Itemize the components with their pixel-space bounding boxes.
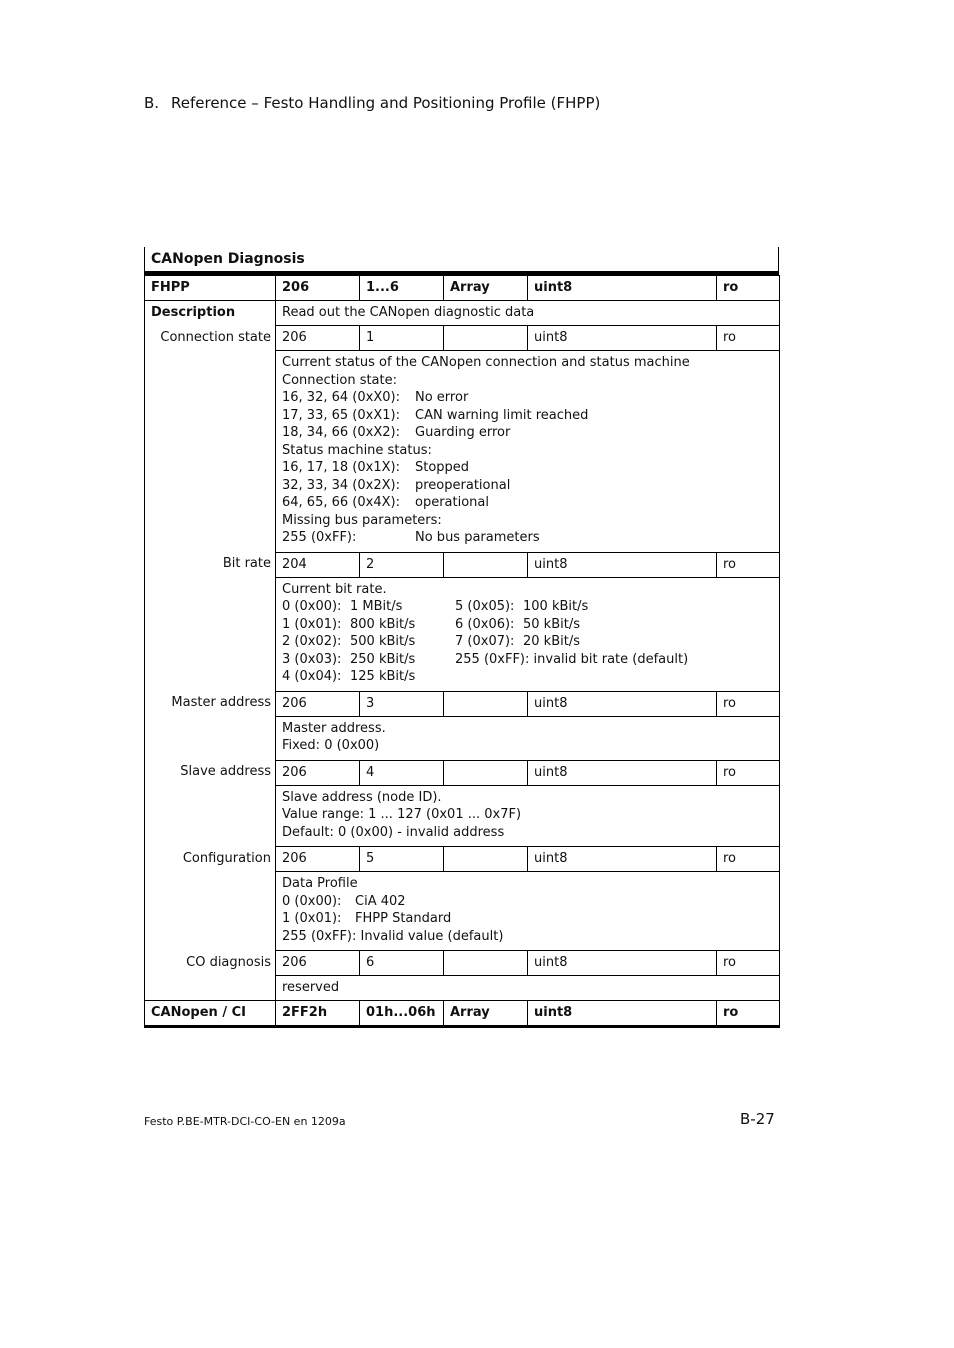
configuration-class <box>444 847 528 872</box>
co-diagnosis-access: ro <box>717 951 780 976</box>
master-address-access: ro <box>717 691 780 716</box>
table-title: CANopen Diagnosis <box>144 247 779 275</box>
connection-state-description: Current status of the CANopen connection and status machine Connection state: 16, 32, 64 (0xX0): No error 17, 33, 65 (0xX1): CAN warning limit reached 18, 34, 66 (0xX2): Guarding error Status machine status: 16, 17, 18 (0x1X): Stopped 32, 33, 34 (0x2X): preoperational 64, 65, 66 (0x4X): operational Missing bus parameters: 255 (0xFF): No bus parameters <box>276 351 780 553</box>
bit-rate-row <box>145 552 780 577</box>
slave-address-subindex: 4 <box>360 760 444 785</box>
bit-rate-type: uint8 <box>528 552 717 577</box>
fhpp-access: ro <box>717 276 780 301</box>
connection-state-label: Connection state <box>145 326 276 351</box>
slave-address-desc-row <box>145 785 780 847</box>
configuration-type: uint8 <box>528 847 717 872</box>
co-diagnosis-desc-row <box>145 976 780 1001</box>
configuration-subindex: 5 <box>360 847 444 872</box>
slave-address-row <box>145 760 780 785</box>
canopen-ci-class: Array <box>444 1001 528 1027</box>
footer-page-number: B-27 <box>740 1110 775 1128</box>
connection-state-type: uint8 <box>528 326 717 351</box>
bit-rate-pnu: 204 <box>276 552 360 577</box>
master-address-row <box>145 691 780 716</box>
connection-state-row <box>145 326 780 351</box>
page-header <box>144 94 600 112</box>
description-text: Read out the CANopen diagnostic data <box>276 301 780 326</box>
configuration-access: ro <box>717 847 780 872</box>
fhpp-type: uint8 <box>528 276 717 301</box>
canopen-ci-subindex: 01h...06h <box>360 1001 444 1027</box>
canopen-ci-label: CANopen / CI <box>145 1001 276 1027</box>
fhpp-class: Array <box>444 276 528 301</box>
slave-address-class <box>444 760 528 785</box>
connection-state-pnu: 206 <box>276 326 360 351</box>
bit-rate-description: Current bit rate. 0 (0x00): 1 MBit/s 1 (0x01): 800 kBit/s 2 (0x02): 500 kBit/s 3 (0x03): 250 kBit/s 4 (0x04): 125 kBit/s 5 (0x05): 100 kBit/s 6 (0x06): 50 kBit/s 7 (0x07): 20 kBit/s 255 (0xFF): invalid bit rate (default) <box>276 577 780 691</box>
master-address-label: Master address <box>145 691 276 716</box>
canopen-ci-type: uint8 <box>528 1001 717 1027</box>
fhpp-subindex: 1...6 <box>360 276 444 301</box>
co-diagnosis-description: reserved <box>276 976 780 1001</box>
bit-rate-subindex: 2 <box>360 552 444 577</box>
co-diagnosis-type: uint8 <box>528 951 717 976</box>
fhpp-row <box>145 276 780 301</box>
connection-state-desc-row <box>145 351 780 553</box>
header-section-number: B. <box>144 94 160 112</box>
connection-state-subindex: 1 <box>360 326 444 351</box>
fhpp-label: FHPP <box>145 276 276 301</box>
slave-address-type: uint8 <box>528 760 717 785</box>
master-address-desc-row <box>145 716 780 760</box>
master-address-type: uint8 <box>528 691 717 716</box>
master-address-pnu: 206 <box>276 691 360 716</box>
slave-address-label: Slave address <box>145 760 276 785</box>
configuration-description: Data Profile 0 (0x00): CiA 402 1 (0x01): FHPP Standard 255 (0xFF): Invalid value (default) <box>276 872 780 951</box>
master-address-subindex: 3 <box>360 691 444 716</box>
description-label: Description <box>145 301 276 326</box>
canopen-ci-row <box>145 1001 780 1027</box>
configuration-row <box>145 847 780 872</box>
bit-rate-desc-row <box>145 577 780 691</box>
bit-rate-class <box>444 552 528 577</box>
master-address-class <box>444 691 528 716</box>
slave-address-pnu: 206 <box>276 760 360 785</box>
co-diagnosis-pnu: 206 <box>276 951 360 976</box>
configuration-label: Configuration <box>145 847 276 872</box>
canopen-diagnosis-table <box>144 247 779 1028</box>
header-title: Reference – Festo Handling and Positioning Profile (FHPP) <box>171 94 601 112</box>
connection-state-access: ro <box>717 326 780 351</box>
slave-address-access: ro <box>717 760 780 785</box>
bit-rate-access: ro <box>717 552 780 577</box>
co-diagnosis-subindex: 6 <box>360 951 444 976</box>
canopen-ci-index: 2FF2h <box>276 1001 360 1027</box>
slave-address-description: Slave address (node ID). Value range: 1 ... 127 (0x01 ... 0x7F) Default: 0 (0x00) - invalid address <box>276 785 780 847</box>
description-row <box>145 301 780 326</box>
master-address-description: Master address. Fixed: 0 (0x00) <box>276 716 780 760</box>
configuration-pnu: 206 <box>276 847 360 872</box>
bit-rate-label: Bit rate <box>145 552 276 577</box>
configuration-desc-row <box>145 872 780 951</box>
co-diagnosis-label: CO diagnosis <box>145 951 276 976</box>
footer-document-id: Festo P.BE-MTR-DCI-CO-EN en 1209a <box>144 1115 346 1128</box>
connection-state-class <box>444 326 528 351</box>
co-diagnosis-class <box>444 951 528 976</box>
co-diagnosis-row <box>145 951 780 976</box>
fhpp-pnu: 206 <box>276 276 360 301</box>
canopen-ci-access: ro <box>717 1001 780 1027</box>
